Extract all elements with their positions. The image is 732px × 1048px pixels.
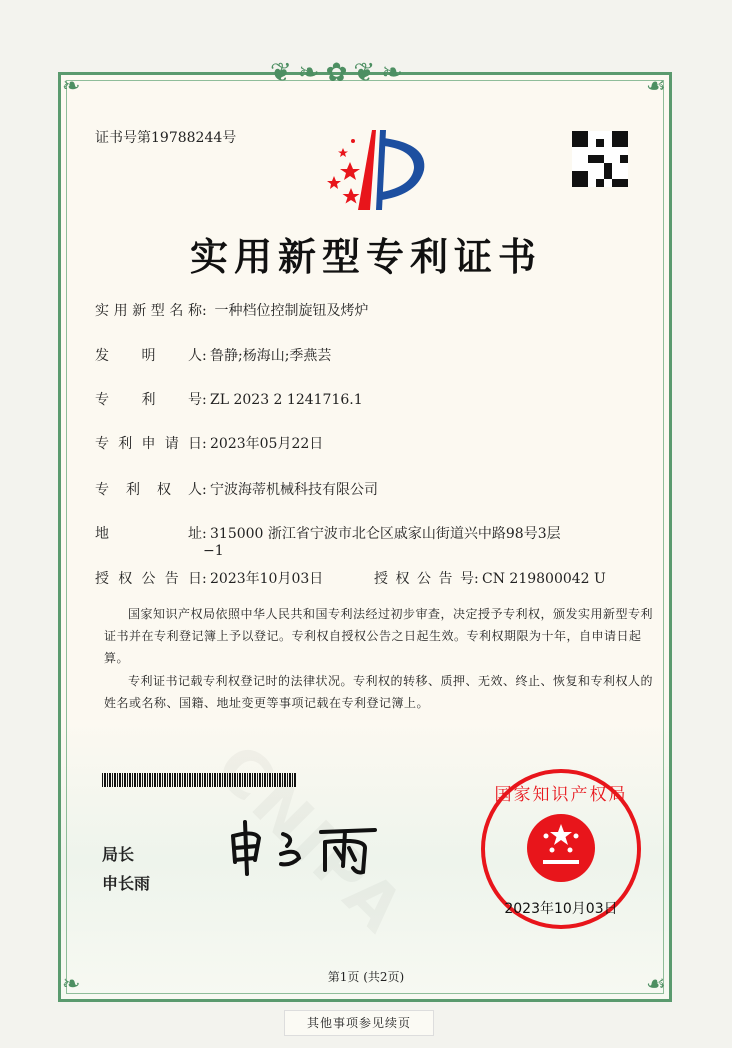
- field-value: ZL 2023 2 1241716.1: [210, 392, 363, 408]
- field-patent-number: 专利号: ZL 2023 2 1241716.1: [95, 389, 363, 409]
- signatory-name: 申长雨: [102, 874, 151, 893]
- field-utility-model-name: 实用新型名称: 一种档位控制旋钮及烤炉: [95, 300, 368, 320]
- page-title: 实用新型专利证书: [189, 235, 542, 279]
- field-label: 地址: [95, 526, 202, 542]
- field-patentee: 专利权人: 宁波海蒂机械科技有限公司: [95, 479, 378, 499]
- field-value: 一种档位控制旋钮及烤炉: [214, 303, 369, 319]
- corner-ornament-icon: ❧: [62, 74, 81, 99]
- corner-ornament-icon: ☙: [646, 74, 666, 99]
- field-label: 专利申请日: [95, 436, 202, 452]
- top-ornament-icon: ❦❧✿❦❧: [270, 58, 409, 88]
- field-value: CN 219800042 U: [482, 571, 606, 587]
- certificate-number: 证书号第19788244号: [95, 130, 237, 146]
- field-label: 授权公告号: [374, 571, 474, 587]
- field-label: 实用新型名称: [95, 303, 202, 319]
- field-value: 2023年05月22日: [210, 436, 324, 452]
- page-indicator: 第1页 (共2页): [327, 970, 405, 984]
- field-label: 授权公告日: [95, 571, 202, 587]
- barcode: [102, 773, 296, 787]
- field-value: 2023年10月03日: [210, 571, 324, 587]
- field-address-line2: −1: [203, 543, 224, 559]
- statement-paragraph: 国家知识产权局依照中华人民共和国专利法经过初步审查，决定授予专利权，颁发实用新型专利证书并在专利登记簿上予以登记。专利权自授权公告之日起生效。专利权期限为十年，自申请日起算。: [104, 607, 654, 665]
- field-value: 鲁静;杨海山;季燕芸: [210, 348, 332, 364]
- seal-text: 国家知识产权局: [494, 785, 628, 805]
- field-inventors: 发明人: 鲁静;杨海山;季燕芸: [95, 345, 331, 365]
- statement-paragraph: 专利证书记载专利权登记时的法律状况。专利权的转移、质押、无效、终止、恢复和专利权人的姓名或名称、国籍、地址变更等事项记载在专利登记簿上。: [104, 674, 654, 710]
- corner-ornament-icon: ☙: [646, 972, 666, 997]
- field-value: 宁波海蒂机械科技有限公司: [210, 482, 378, 498]
- signatory-title: 局长: [102, 845, 135, 864]
- continuation-note: 其他事项参见续页: [284, 1010, 434, 1036]
- field-label: 专利号: [95, 392, 202, 408]
- corner-ornament-icon: ❧: [62, 972, 81, 997]
- field-grant-number: 授权公告号: CN 219800042 U: [374, 568, 606, 588]
- field-address: 地址: 315000 浙江省宁波市北仑区戚家山街道兴中路98号3层: [95, 523, 561, 543]
- signature-image: [225, 818, 385, 878]
- official-seal: [478, 766, 644, 932]
- field-value: 315000 浙江省宁波市北仑区戚家山街道兴中路98号3层: [210, 526, 561, 542]
- field-label: 发明人: [95, 348, 202, 364]
- qr-code-icon: [572, 131, 628, 187]
- field-application-date: 专利申请日: 2023年05月22日: [95, 433, 323, 453]
- field-label: 专利权人: [95, 482, 202, 498]
- field-grant-date: 授权公告日: 2023年10月03日: [95, 568, 323, 588]
- cnipa-logo-icon: [318, 126, 430, 214]
- seal-date: 2023年10月03日: [504, 901, 618, 917]
